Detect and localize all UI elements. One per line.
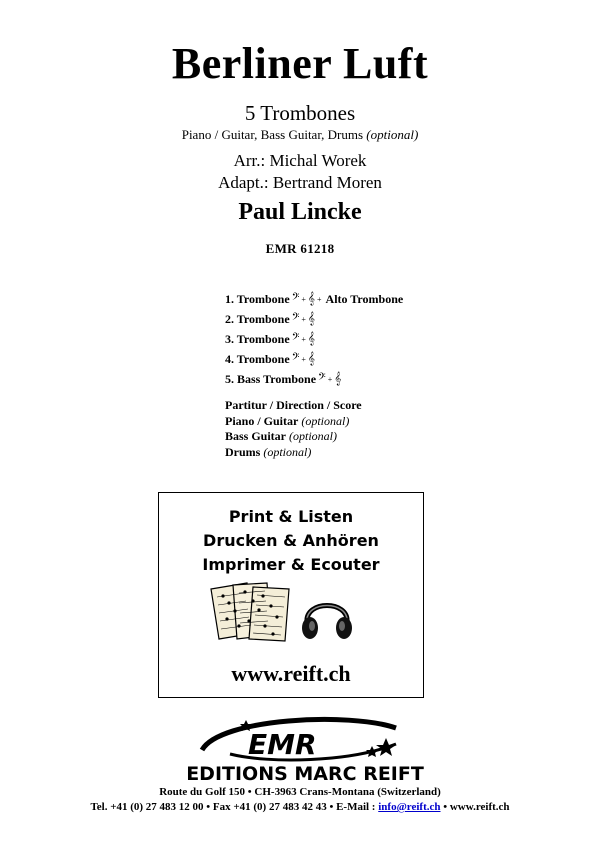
star-icon (376, 738, 396, 756)
clef-icons (292, 310, 315, 328)
treble-clef-icon: 𝄞 (307, 351, 316, 365)
extra-note: (optional) (301, 413, 350, 428)
logo-mark: EMR (248, 728, 317, 761)
extra-item (225, 445, 362, 461)
adapter: Adapt.: Bertrand Moren (218, 173, 382, 192)
extra-note: (optional) (289, 429, 338, 443)
plus-sign: + (301, 295, 306, 304)
plus-sign: + (317, 295, 322, 304)
promo-url[interactable]: www.reift.ch (231, 661, 351, 686)
page-title: Berliner Luft (171, 39, 429, 88)
bass-clef-icon: 𝄢 (318, 371, 326, 385)
plus-sign: + (327, 375, 333, 384)
footer-address: Route du Golf 150 • CH-3963 Crans-Montana (Switzerland) (159, 786, 441, 798)
bass-clef-icon: 𝄢 (291, 331, 300, 345)
part-label: 2. Trombone (225, 312, 290, 326)
part-item (225, 349, 403, 369)
extra-label: Piano / Guitar (225, 413, 299, 428)
treble-clef-icon: 𝄞 (334, 371, 342, 385)
instrumentation-main: Piano / Guitar, Bass Guitar, Drums (181, 127, 364, 142)
sheet-music-icon (209, 581, 295, 645)
treble-clef-icon: 𝄞 (307, 291, 316, 305)
plus-sign: + (301, 315, 306, 324)
plus-sign: + (301, 335, 306, 344)
emr-logo (160, 714, 450, 784)
subtitle: 5 Trombones (244, 101, 356, 125)
star-icon (366, 746, 378, 757)
arranger: Arr.: Michal Worek (233, 151, 367, 170)
part-item (225, 309, 403, 329)
footer-contact-prefix: Tel. +41 (0) 27 483 12 00 • Fax +41 (0) 27 483 42 43 • E-Mail : (90, 801, 379, 813)
bass-clef-icon: 𝄢 (291, 291, 300, 305)
headphones-icon (299, 588, 355, 644)
bass-clef-icon: 𝄢 (291, 351, 300, 365)
part-suffix: Alto Trombone (325, 292, 404, 306)
extra-note: (optional) (263, 444, 312, 459)
email-link[interactable]: info@reift.ch (378, 801, 441, 813)
extra-label: Partitur / Direction / Score (225, 398, 362, 412)
clef-icons (292, 350, 315, 368)
footer-contact-suffix: • www.reift.ch (440, 801, 510, 813)
part-label: 1. Trombone (225, 292, 290, 306)
footer-contact (0, 801, 600, 813)
catalog-number: EMR 61218 (265, 241, 335, 256)
extra-item (225, 429, 362, 445)
parts-list (225, 289, 403, 389)
promo-line-english: Print & Listen (228, 507, 354, 526)
promo-line-german: Drucken & Anhören (203, 531, 379, 550)
promo-line-french: Imprimer & Ecouter (202, 555, 380, 574)
extra-label: Bass Guitar (225, 429, 287, 443)
extra-label: Drums (225, 444, 261, 459)
part-item (225, 329, 403, 349)
extra-item (225, 398, 362, 414)
bass-clef-icon: 𝄢 (291, 311, 300, 325)
extra-item (225, 414, 362, 430)
logo-name: EDITIONS MARC REIFT (186, 763, 424, 784)
composer: Paul Lincke (238, 199, 362, 225)
part-label: 4. Trombone (225, 352, 290, 366)
part-label: 3. Trombone (225, 332, 290, 346)
part-item (225, 289, 403, 309)
instrumentation-optional: (optional) (366, 127, 419, 142)
extras-list (225, 398, 362, 460)
part-item (225, 369, 403, 389)
print-listen-box[interactable] (158, 492, 424, 698)
treble-clef-icon: 𝄞 (307, 311, 316, 325)
clef-icons (318, 370, 341, 388)
instrumentation (0, 127, 600, 143)
plus-sign: + (301, 355, 306, 364)
clef-icons (292, 330, 315, 348)
clef-icons (292, 290, 324, 308)
part-label: 5. Bass Trombone (225, 372, 317, 386)
treble-clef-icon: 𝄞 (307, 331, 316, 345)
